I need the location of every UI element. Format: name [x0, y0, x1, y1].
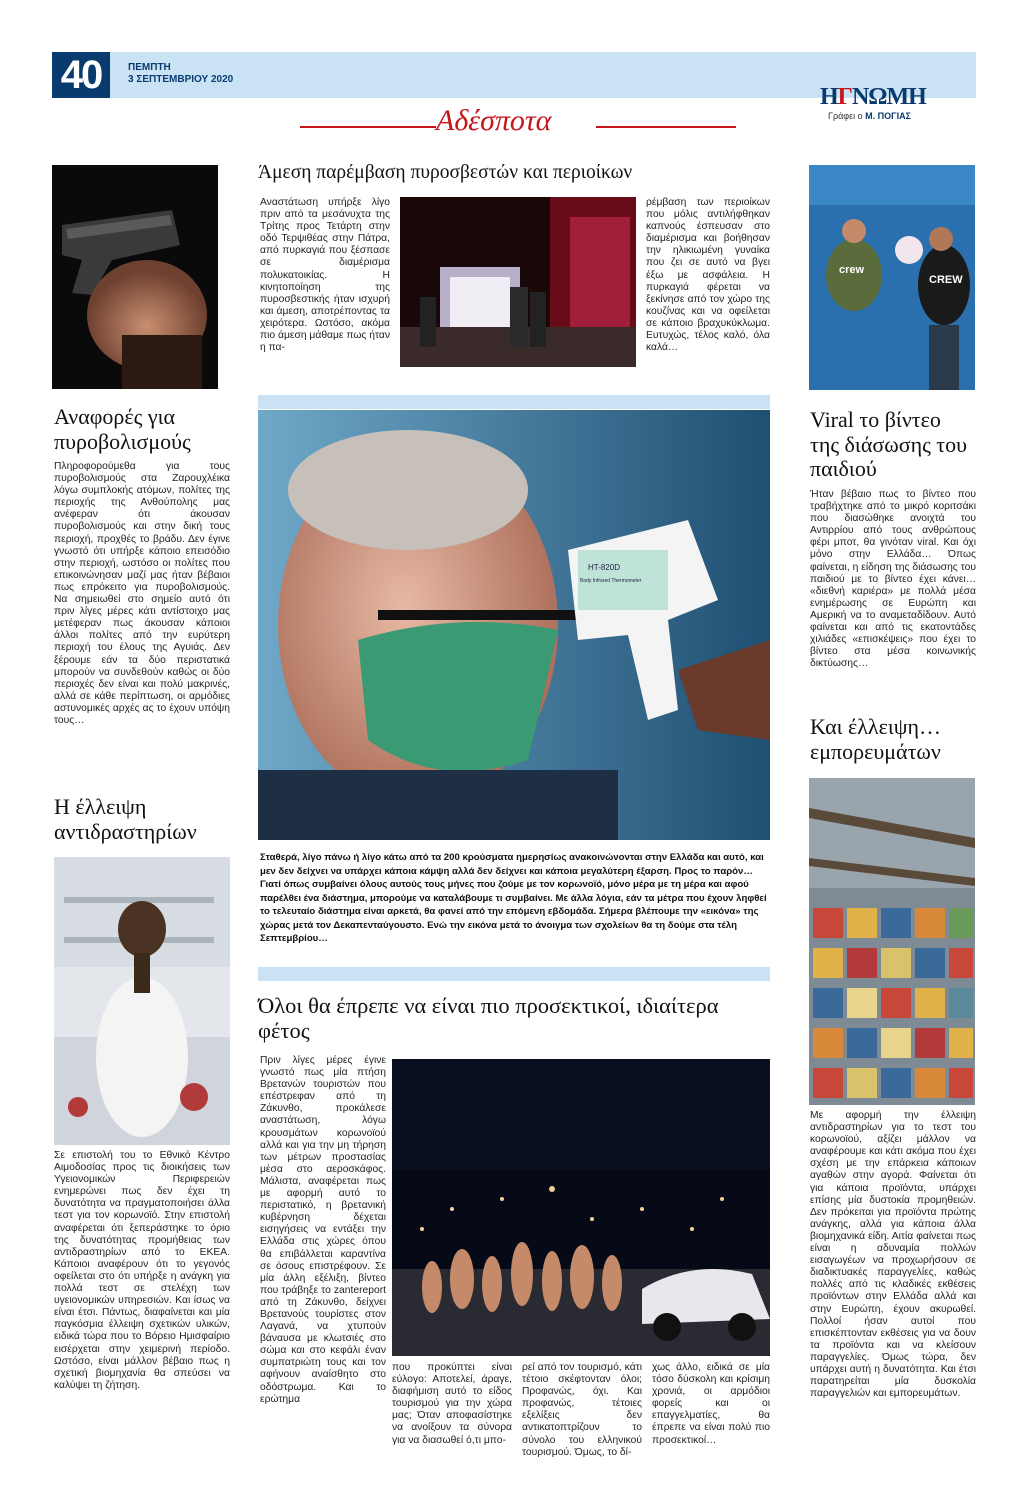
- careful-col1: Πριν λίγες μέρες έγινε γνωστό πως μία πτήση Βρετανών τουριστών που επέστρεφαν από τη Ζάκυνθο, προκάλεσε αναστάτωση, λόγω κρουσμάτων κορωνοϊού αλλά και για την μη τήρηση των μέτρων προστασίας μέσα στο αεροσκάφος. Μάλιστα, αναφέρεται πως με αφορμή αυτό το περιστατικό, η βρετανική κυβέρνηση δέχεται εισηγήσεις να εντάξει την Ελλάδα στις χώρες όπου θα επιβάλλεται καραντίνα σε όσους επιστρέφουν. Σε μία άλλη εξέλιξη, βίντεο που τράβηξε το zantereport από τη Ζάκυνθο, δείχνει Βρετανούς τουρίστες στον Λαγανά, να χτυπούν βάναυσα με κλωτσιές στο σώμα και στο κεφάλι έναν συμπατριώτη τους και τον αφήνουν αναίσθητο στο οδόστρωμα. Και το ερώτημα: [260, 1055, 386, 1405]
- logo-part-2: Γ: [837, 84, 852, 110]
- issue-full-date: 3 ΣΕΠΤΕΜΒΡΙΟΥ 2020: [128, 74, 234, 85]
- shooting-title: Αναφορές για πυροβολισμούς: [54, 404, 191, 454]
- careful-top-band: [258, 967, 770, 981]
- section-title: Αδέσποτα: [436, 104, 552, 137]
- rescue-photo: [809, 165, 975, 390]
- careful-col4: χως άλλο, ειδικά σε μία τόσο δύσκολη και κρίσιμη χρονιά, οι αρμόδιοι φορείς και οι επαγγελματίες, θα έπρεπε να είναι πολύ πιο προσεκτικοί…: [652, 1362, 770, 1446]
- nightlife-photo: [392, 1059, 770, 1356]
- covid-caption: Σταθερά, λίγο πάνω ή λίγο κάτω από τα 200 κρούσματα ημερησίως ανακοινώνονται στην Ελλάδα και αυτό, και μεν δεν δείχνει να υπάρχει κάποια κάμψη αλλά δεν δείχνει και κάποια μεγαλύτερη έξαρση. Προς το παρόν… Γιατί όπως συμβαίνει όλους αυτούς τους μήνες που ζούμε με τον κορωνοϊό, μόνο μέρα με τη μέρα και αφού παρέλθει ένα διάστημα, μπορούμε να καταλάβουμε τι συμβαίνει. Με άλλα λόγια, εάν τα μέτρα που έχουν ληφθεί το τελευταίο διάστημα είναι αρκετά, θα φανεί από την επόμενη εβδομάδα. Σήμερα βλέπουμε την «εικόνα» της χώρας μετά τον Δεκαπενταύγουστο. Ενώ την εικόνα μετά το άνοιγμα των σχολείων θα τη δούμε στα τέλη Σεπτεμβρίου…: [260, 852, 767, 944]
- lab-photo: [54, 857, 230, 1145]
- viral-title: Viral το βίντεο της διάσωσης του παιδιού: [810, 407, 968, 482]
- fire-col1: Αναστάτωση υπήρξε λίγο πριν από τα μεσάνυχτα της Τρίτης προς Τετάρτη στην οδό Τερψιθέας στην Πάτρα, από πυρκαγιά που ξέσπασε σε διαμέρισμα πολυκατοικίας. Η κινητοποίηση της πυροσβεστικής ήταν ισχυρή και άμεση, αποτρέποντας τα χειρότερα. Ωστόσο, ακόμα πιο άμεση μάθαμε πως ήταν η πα-: [260, 197, 390, 354]
- thermometer-model-text: HT-820D: [588, 563, 621, 572]
- page-number: 40: [52, 52, 110, 98]
- fire-title: Άμεση παρέμβαση πυροσβεστών και περιοίκων: [258, 162, 633, 183]
- logo-part-3: ΝΩΜΗ: [851, 84, 926, 110]
- crew-shirt-text-2: CREW: [929, 274, 963, 286]
- viral-body: Ήταν βέβαιο πως το βίντεο που τραβήχτηκε από το μικρό κοριτσάκι που διασώθηκε ανοιχτά του Αντιρρίου από τους ανθρώπους φέρι μποτ, θα γινόταν viral. Και όχι μόνο στην Ελλάδα… Όπως φαίνεται, η είδηση της διάσωσης του παιδιού με το βίντεο έχει κάνει… «διεθνή καριέρα» με πολλά μέσα ενημέρωσης σε Ευρώπη και Αμερική να το αναμεταδίδουν. Αυτό φαίνεται και από τις εκατοντάδες χιλιάδες «επισκέψεις» που έχει το βίντεο στα μέσα κοινωνικής δικτύωσης…: [810, 489, 976, 670]
- gun-photo: [52, 165, 218, 389]
- goods-body: Με αφορμή την έλλειψη αντιδραστηρίων για το τεστ του κορωνοϊού, αξίζει μάλλον να αναφέρουμε και κάτι ακόμα που έχει σχέση με την επάρκεια κάποιων αγαθών στην αγορά. Φαίνεται ότι για κάποια προϊόντα, υπάρχει επίσης μία δυστοκία προμηθειών. Δεν πρόκειται για προϊόντα πρώτης ανάγκης, αλλά για κάποια άλλα βιομηχανικά είδη. Αιτία φαίνεται πως είναι η αδυναμία πολλών εισαγωγέων να προχωρήσουν σε διαδικτυακές παραγγελίες, καθώς πολλές από τις κλαδικές εκθέσεις προϊόντων στην Ελλάδα αλλά και στην Ευρώπη, έχουν ακυρωθεί. Πολλοί ήσαν αυτοί που επισκέπτονταν εκθέσεις για να δουν τα προϊόντα και να κλείσουν παραγγελίες. Όμως τώρα, δεν υπάρχει αυτή η δυνατότητα. Και έτσι παρατηρείται μία δυσκολία παραγγελιών και εμπορευμάτων.: [810, 1110, 976, 1400]
- crew-shirt-text: crew: [839, 264, 865, 276]
- thermometer-label-text: Body Infrared Thermometer: [580, 578, 642, 584]
- shooting-body: Πληροφορούμεθα για τους πυροβολισμούς στα Ζαρουχλέικα λόγω συμπλοκής ατόμων, πολίτες της περιοχής της Ανθούπολης μας ανέφεραν ότι άκουσαν πυροβολισμούς και στην δική τους περιοχή, προχθές το βράδυ. Δεν έγινε γνωστό ότι υπήρξε κάποιο επεισόδιο στην περιοχή, ωστόσο οι πολίτες που επικοινώνησαν μαζί μας ήταν βέβαιοι πως επρόκειτο για πυροβολισμούς. Να σημειωθεί στο σημείο αυτό ότι πριν λίγες μέρες κάτι αντίστοιχο μας μετέφεραν πως άκουσαν κάποιοι άλλοι πολίτες από την ευρύτερη περιοχή του έλους της Αγυιάς. Δεν ξέρουμε εάν τα δύο περιστατικά μπορούν να συνδεθούν καθώς οι δύο περιοχές δεν είναι και πολύ μακρινές, αλλά σε κάθε περίπτωση, οι αρμόδιες αστυνομικές αρχές ας το έχουν υπόψη τους…: [54, 461, 230, 726]
- careful-title: Όλοι θα έπρεπε να είναι πιο προσεκτικοί, ιδιαίτερα φέτος: [258, 993, 719, 1044]
- goods-title: Και έλλειψη… εμπορευμάτων: [810, 714, 942, 764]
- covid-top-band: [258, 395, 770, 409]
- reagents-body: Σε επιστολή του το Εθνικό Κέντρο Αιμοδοσίας προς τις διοικήσεις των Υγειονομικών Περιφερειών ενημερώνει πως δεν έχει τη δυνατότητα να πραγματοποιήσει άλλα τεστ για τον κορωνοϊό. Στην επιστολή αναφέρεται ότι ξεπεράστηκε το όριο της δυνατότητας προμήθειας των αντιδραστηρίων από το ΕΚΕΑ. Κάποιοι αναφέρουν ότι το γεγονός οφείλεται στο ότι υπήρξε η ανάγκη για πολλά τεστ σε στελέχη των υγειονομικών υπηρεσιών. Και ίσως να είναι έτσι. Πάντως, διαφαίνεται και μία παγκόσμια έλλειψη σχετικών υλικών, ειδικά τώρα που το Βόρειο Ημισφαίριο εισέρχεται στην χειμερινή περίοδο. Ωστόσο, είναι μάλλον βέβαιο πως η σχετική βιομηχανία θα σπεύσει να καλύψει τη ζήτηση.: [54, 1150, 230, 1391]
- byline-prefix: Γράφει ο: [828, 111, 863, 121]
- byline-author: Μ. ΠΟΓΙΑΣ: [865, 111, 911, 121]
- section-rule-left: [300, 126, 436, 128]
- thermometer-photo: [258, 410, 770, 840]
- newspaper-logo: [820, 84, 926, 111]
- fire-col2: ρέμβαση των περιοίκων που μόλις αντιλήφθηκαν καπνούς έσπευσαν στο διαμέρισμα και βοήθησαν την ηλικιωμένη γυναίκα που ζει σε αυτό να βγει έξω με ασφάλεια. Η πυρκαγιά φέρεται να ξεκίνησε από τον χώρο της κουζίνας και να οφείλεται σε κάποιο βραχυκύκλωμα. Ευτυχώς, τέλος καλό, όλα καλά…: [646, 197, 770, 354]
- issue-date: [128, 62, 233, 86]
- containers-photo: [809, 778, 975, 1105]
- byline: [828, 111, 911, 121]
- careful-col2: που προκύπτει είναι εύλογο: Αποτελεί, άραγε, διαφήμιση αυτό το είδος τουρισμού για την χώρα μας; Όταν αποφασίστηκε να ανοίξουν τα σύνορα για να διασωθεί ό,τι μπο-: [392, 1362, 512, 1446]
- logo-part-1: Η: [820, 84, 838, 110]
- issue-day: ΠΕΜΠΤΗ: [128, 62, 171, 73]
- fire-photo: [400, 197, 636, 367]
- section-rule-right: [596, 126, 736, 128]
- careful-col3: ρεί από τον τουρισμό, κάτι τέτοιο σκέφτονταν όλοι; Προφανώς, όχι. Και προφανώς, τέτοιες εξελίξεις δεν αντικατοπτρίζουν το σύνολο του ελληνικού τουρισμού. Όμως, το δί-: [522, 1362, 642, 1458]
- reagents-title: Η έλλειψη αντιδραστηρίων: [54, 794, 197, 844]
